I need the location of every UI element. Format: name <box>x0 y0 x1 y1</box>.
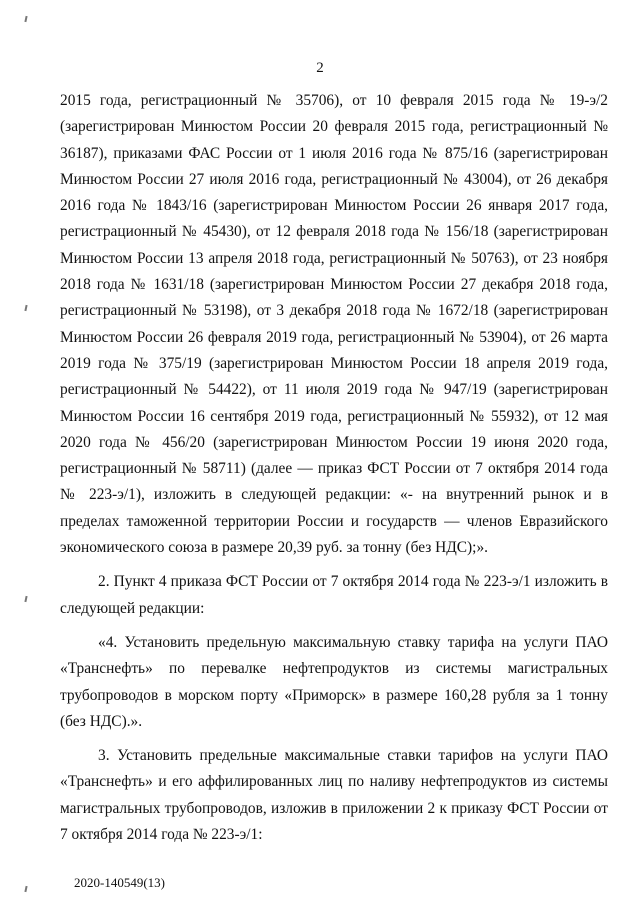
document-code: 2020-140549(13) <box>74 875 165 890</box>
scan-mark <box>24 886 27 892</box>
paragraph-quote-item-4: «4. Установить предельную максимальную ставку тарифа на услуги ПАО «Транснефть» по перевалке нефтепродуктов из системы магистральных трубопроводов в морском порту «Приморск» в размере 160,28 рубля за 1 тонну (без НДС).». <box>60 633 608 730</box>
paragraph-continuation: 2015 года, регистрационный № 35706), от 10 февраля 2015 года № 19-э/2 (зарегистрирован Минюстом России 20 февраля 2015 года, регистрационный № 36187), приказами ФАС России от 1 июля 2016 года № 875/16 (зарегистрирован Минюстом России 27 июля 2016 года, регистрационный № 43004), от 26 декабря 2016 года № 1843/16 (зарегистрирован Минюстом России 26 января 2017 года, регистрационный № 45430), от 12 февраля 2018 года № 156/18 (зарегистрирован Минюстом России 13 апреля 2018 года, регистрационный № 50763), от 23 ноября 2018 года № 1631/18 (зарегистрирован Минюстом России 27 декабря 2018 года, регистрационный № 53198), от 3 декабря 2018 года № 1672/18 (зарегистрирован Минюстом России 26 февраля 2019 года, регистрационный № 53904), от 26 марта 2019 года № 375/19 (зарегистрирован Минюстом России 18 апреля 2019 года, регистрационный № 54422), от 11 июля 2019 года № 947/19 (зарегистрирован Минюстом России 16 сентября 2019 года, регистрационный № 55932), от 12 мая 2020 года № 456/20 (зарегистрирован Минюстом России 19 июня 2020 года, регистрационный № 58711) (далее — приказ ФСТ России от 7 октября 2014 года № 223-э/1), изложить в следующей редакции: «- на внутренний рынок и в пределах таможенной территории России и государств — членов Евразийского экономического союза в размере 20,39 руб. за тонну (без НДС);». <box>60 92 608 557</box>
scan-mark <box>24 16 27 22</box>
scan-mark <box>24 305 27 311</box>
paragraph-item-3: 3. Установить предельные максимальные ставки тарифов на услуги ПАО «Транснефть» и его аффилированных лиц по наливу нефтепродуктов из системы магистральных трубопроводов, изложив в приложении 2 к приказу ФСТ России от 7 октября 2014 года № 223-э/1: <box>60 747 608 844</box>
scan-mark <box>24 596 27 602</box>
paragraph-item-2: 2. Пункт 4 приказа ФСТ России от 7 октября 2014 года № 223-э/1 изложить в следующей редакции: <box>60 573 608 617</box>
page-number: 2 <box>316 60 324 76</box>
document-body <box>60 88 608 848</box>
